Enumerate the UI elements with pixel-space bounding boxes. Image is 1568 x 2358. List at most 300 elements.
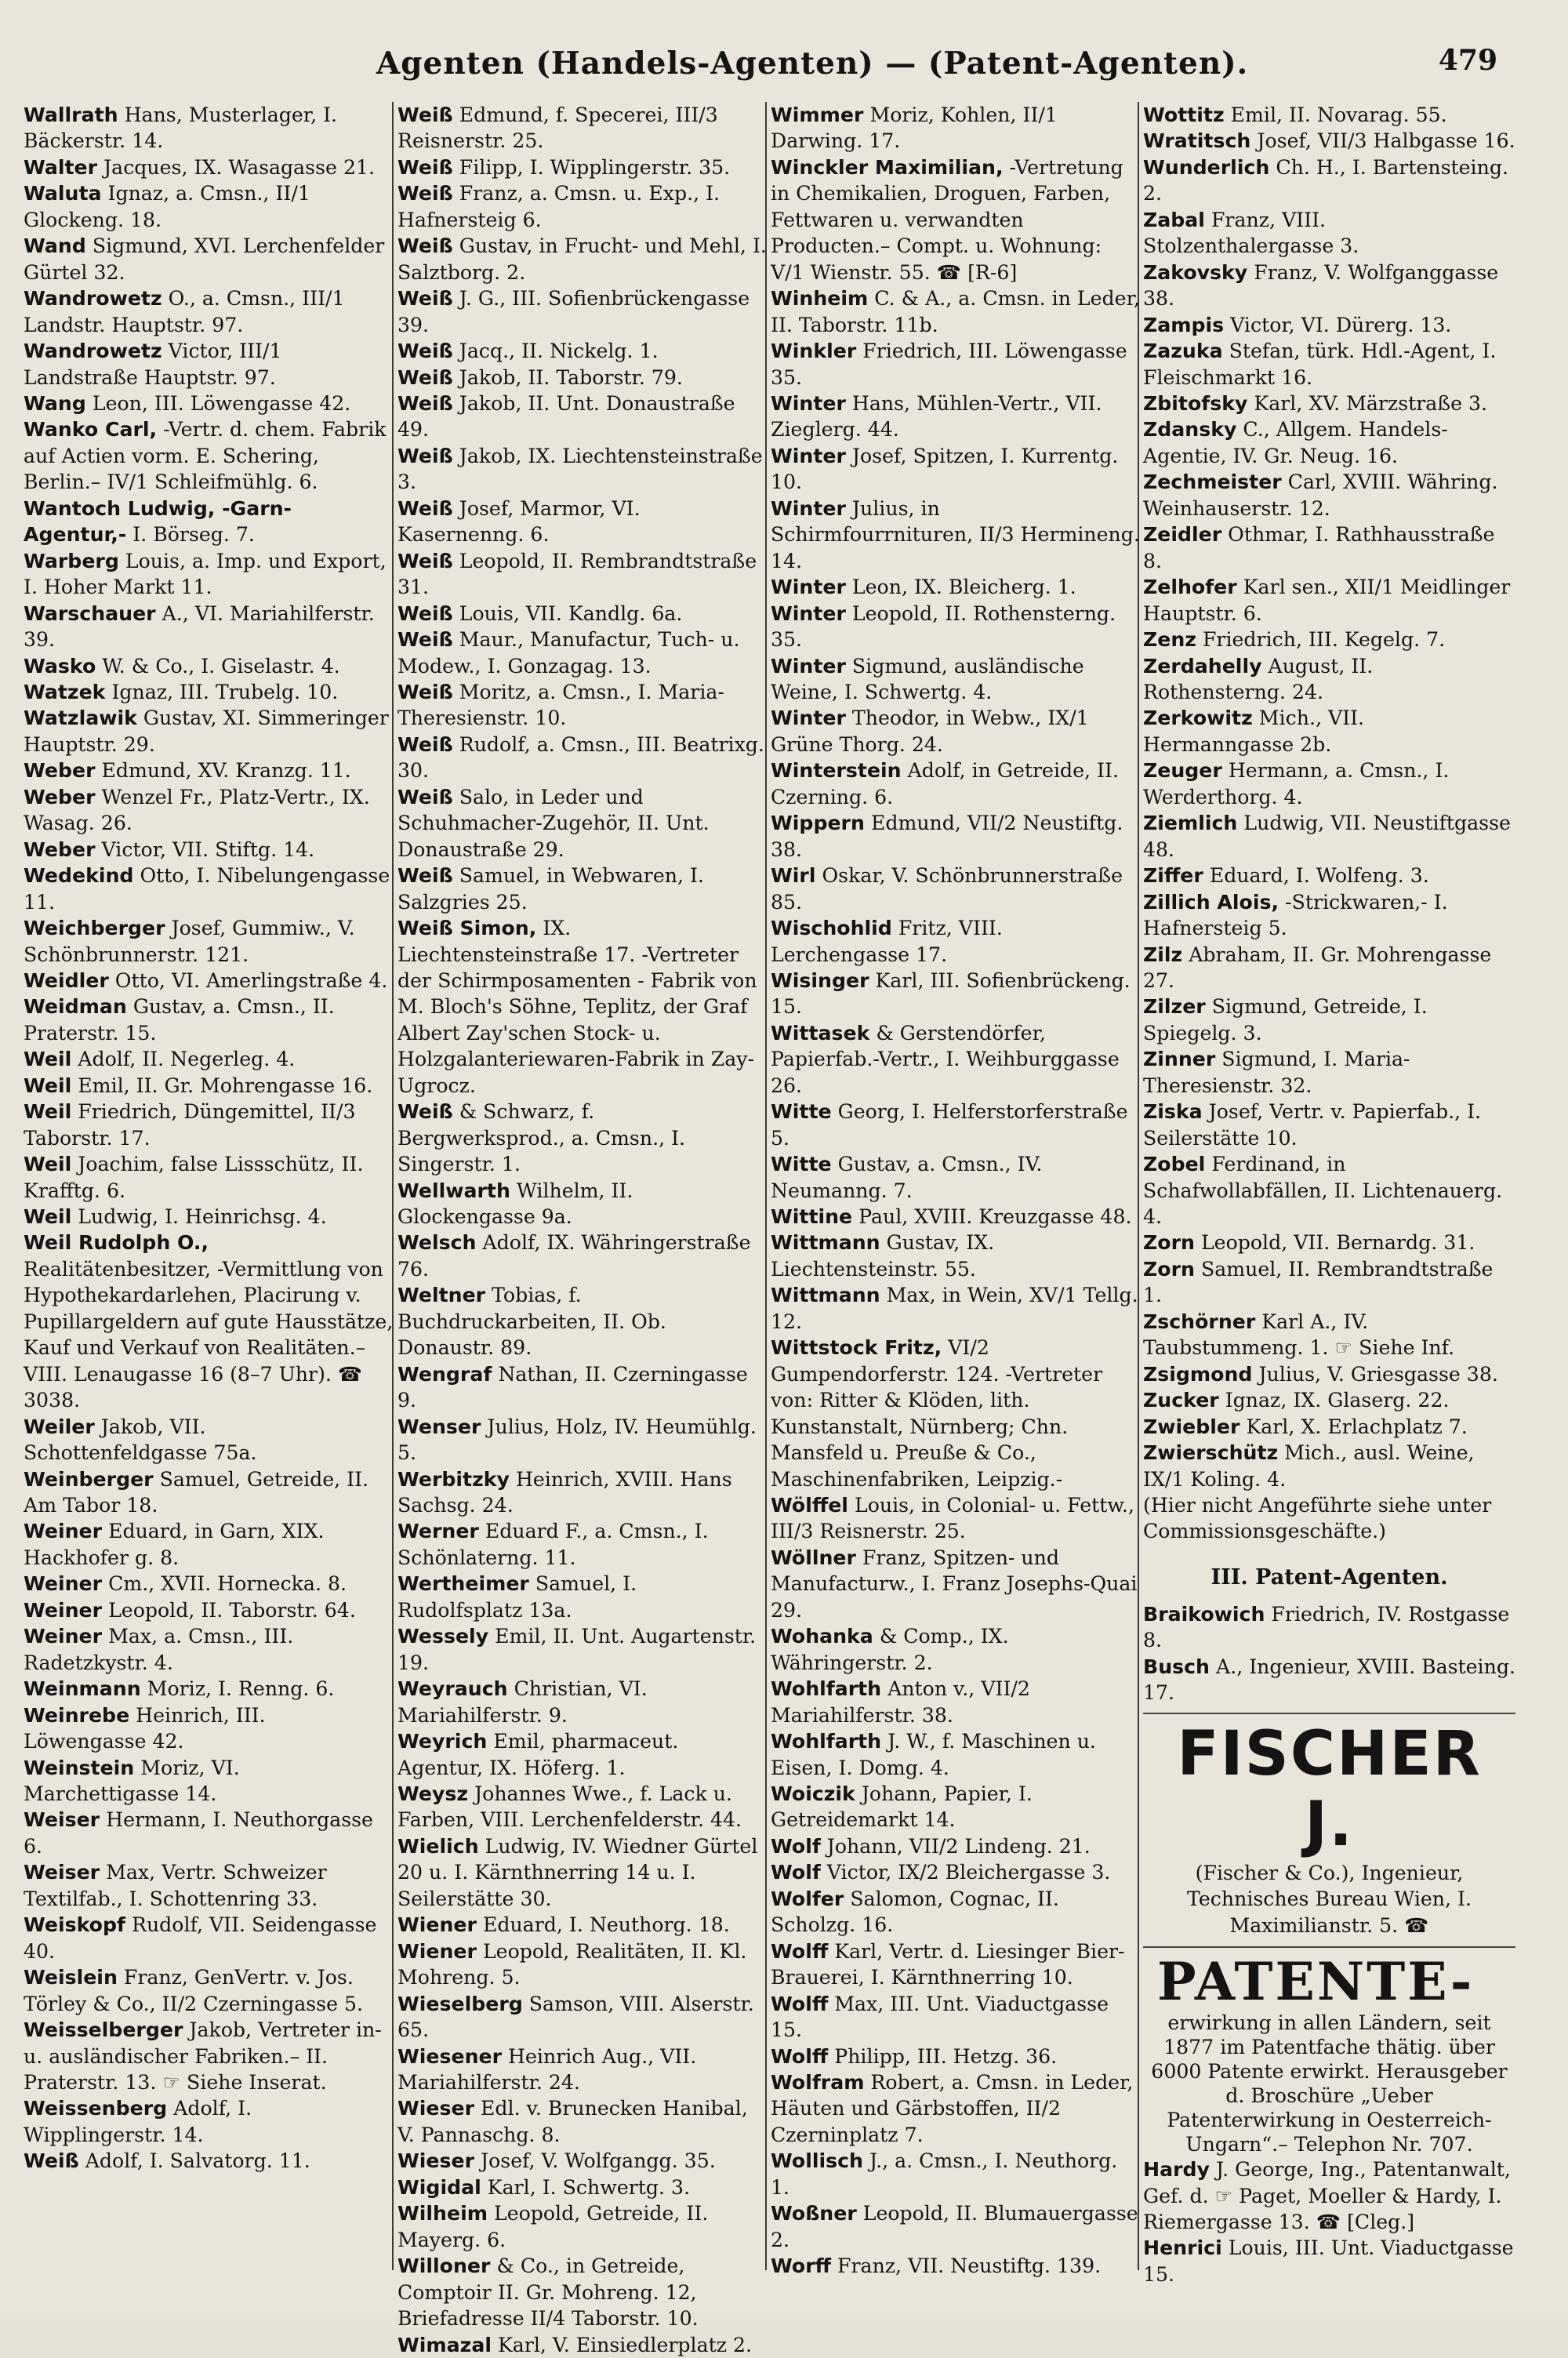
directory-entry [24, 784, 394, 837]
entry-name: Wolfer [771, 1887, 844, 1910]
entry-details: Rudolf, a. Cmsn., III. Beatrixg. 30. [397, 732, 764, 783]
directory-entry [1143, 1414, 1515, 1440]
directory-entry [24, 915, 394, 968]
entry-name: Weiler [24, 1415, 95, 1438]
directory-entry [771, 1230, 1141, 1282]
directory-entry [397, 1728, 768, 1781]
entry-name: Wellwarth [397, 1179, 510, 1202]
directory-entry [1143, 1256, 1515, 1309]
entry-name: Wolff [771, 1939, 829, 1963]
entry-details: Realitätenbesitzer, -Vermittlung von Hypothekardarlehen, Placirung v. Pupillargeldern auf gute Hausstätze, Kauf und Verkauf von Realitäten.– VIII. Lenaugasse 16 (8–7 Uhr). ☎ 3038. [24, 1257, 394, 1412]
directory-entry [1143, 469, 1515, 521]
entry-details: Christian, VI. Mariahilferstr. 9. [397, 1677, 648, 1727]
entry-name: Wengraf [397, 1362, 492, 1386]
directory-entry [1143, 627, 1515, 652]
entry-details: Victor, IX/2 Bleichergasse 3. [826, 1861, 1111, 1884]
entry-name: Weidler [24, 968, 109, 992]
entry-details: Gustav, a. Cmsn., II. Praterstr. 15. [24, 995, 335, 1045]
directory-entry [24, 1073, 394, 1099]
directory-entry [24, 1204, 394, 1230]
entry-name: Winter [771, 707, 846, 730]
column-4-entries [1143, 102, 1515, 1492]
directory-entry [1143, 207, 1515, 260]
directory-entry [24, 837, 394, 863]
entry-details: Karl, I. Schwertg. 3. [487, 2175, 691, 2199]
directory-entry [24, 1755, 394, 1808]
entry-details: Johann, VII/2 Lindeng. 21. [826, 1834, 1091, 1858]
directory-entry [397, 443, 768, 496]
entry-name: Weinmann [24, 1677, 141, 1701]
entry-name: Weiß [397, 785, 453, 808]
entry-details: Hermann, I. Neuthorgasse 6. [24, 1808, 373, 1858]
entry-name: Wisinger [771, 968, 869, 992]
entry-name: Wantoch Ludwig, -Garn-Agentur,- [24, 496, 292, 547]
directory-entry [397, 1282, 768, 1361]
entry-details: Hans, Musterlager, I. Bäckerstr. 14. [24, 104, 338, 153]
entry-details: Eduard F., a. Cmsn., I. Schönlaterng. 11. [397, 1520, 709, 1569]
entry-details: Adolf, I. Salvatorg. 11. [85, 2149, 310, 2173]
directory-entry [24, 863, 394, 915]
entry-details: Joachim, false Lissschütz, II. Krafftg. 6. [24, 1153, 364, 1202]
entry-details: Maur., Manufactur, Tuch- u. Modew., I. Gonzagag. 13. [397, 628, 740, 678]
entry-details: O., a. Cmsn., III/1 Landstr. Hauptstr. 97. [24, 287, 345, 336]
directory-entry [24, 1414, 394, 1466]
directory-entry [771, 863, 1141, 915]
directory-entry [397, 732, 768, 784]
entry-details: Karl A., IV. Taubstummeng. 1. ☞ Siehe Inf. [1143, 1310, 1455, 1360]
entry-name: Zillich Alois, [1143, 890, 1279, 914]
column-2 [397, 102, 768, 2358]
entry-details: Emil, pharmaceut. Agentur, IX. Höferg. 1. [397, 1730, 679, 1779]
directory-entry [771, 443, 1141, 496]
directory-entry [24, 233, 394, 285]
entry-name: Winkler [771, 340, 857, 363]
entry-details: -Strickwaren,- I. Hafnersteig 5. [1143, 890, 1448, 940]
section-title-patent-agents: III. Patent-Agenten. [1210, 1564, 1448, 1590]
entry-name: Ziffer [1143, 864, 1203, 888]
entry-name: Winter [771, 654, 846, 678]
entry-details: C. & A., a. Cmsn. in Leder, II. Taborstr. 11b. [771, 287, 1140, 336]
directory-entry [771, 1151, 1141, 1204]
entry-details: Moritz, a. Cmsn., I. Maria-Theresienstr. 10. [397, 680, 724, 730]
entry-name: Wittmann [771, 1231, 880, 1255]
entry-details: A., VI. Mariahilferstr. 39. [24, 601, 375, 652]
entry-details: Jakob, IX. Liechtensteinstraße 3. [397, 444, 763, 494]
entry-details: Louis, in Colonial- u. Fettw., III/3 Reisnerstr. 25. [771, 1494, 1134, 1543]
entry-details: Franz, VIII. Stolzenthalergasse 3. [1143, 208, 1359, 258]
entry-name: Weyrich [397, 1730, 488, 1753]
entry-details: Otto, I. Nibelungengasse 11. [24, 864, 390, 914]
entry-name: Weiner [24, 1625, 103, 1648]
entry-details: Adolf, IX. Währingerstraße 76. [397, 1231, 751, 1281]
directory-entry [1143, 1387, 1515, 1413]
directory-entry [24, 1912, 394, 1964]
entry-name: Hardy [1143, 2158, 1210, 2182]
entry-name: Weiß [24, 2149, 79, 2173]
directory-entry [24, 1151, 394, 1204]
entry-name: Zilzer [1143, 995, 1206, 1019]
entry-name: Zobel [1143, 1153, 1206, 1176]
entry-name: Weiß [397, 391, 453, 415]
entry-details: Ignaz, III. Trubelg. 10. [111, 680, 339, 703]
directory-entry [24, 548, 394, 601]
entry-details: Stefan, türk. Hdl.-Agent, I. Fleischmarkt 16. [1143, 340, 1497, 389]
directory-entry [1143, 102, 1515, 128]
entry-details: Josef, V. Wolfgangg. 35. [481, 2149, 716, 2173]
entry-details: Louis, a. Imp. und Export, I. Hoher Markt 11. [24, 549, 387, 599]
directory-entry [771, 1938, 1141, 1991]
directory-entry [1143, 1654, 1515, 1706]
entry-name: Weber [24, 785, 96, 808]
entry-details: Edl. v. Brunecken Hanibal, V. Pannaschg. 8. [397, 2097, 748, 2146]
entry-name: Wischohlid [771, 917, 892, 940]
entry-name: Weiß [397, 1100, 453, 1124]
directory-entry [24, 1964, 394, 2017]
entry-name: Wallrath [24, 104, 118, 126]
entry-name: Weiß [397, 628, 453, 652]
directory-entry [1143, 1440, 1515, 1492]
directory-entry [397, 915, 768, 1099]
entry-details: Karl sen., XII/1 Meidlinger Hauptstr. 6. [1143, 576, 1511, 625]
advertisement-fischer-body: (Fischer & Co.), Ingenieur, Technisches Bureau Wien, I. Maximilianstr. 5. ☎ [1187, 1861, 1472, 1937]
directory-entry [1143, 889, 1515, 942]
entry-name: Zdansky [1143, 418, 1237, 441]
entry-name: Werner [397, 1520, 479, 1543]
directory-entry [24, 1571, 394, 1597]
entry-name: Weiß [397, 864, 453, 888]
entry-details: Salomon, Cognac, II. Scholzg. 16. [771, 1887, 1059, 1937]
entry-details: Ludwig, IV. Wiedner Gürtel 20 u. I. Kärnthnerring 14 u. I. Seilerstätte 30. [397, 1834, 758, 1910]
directory-entry [1143, 338, 1515, 391]
entry-name: Wohlfarth [771, 1677, 882, 1701]
entry-details: Franz, V. Wolfganggasse 38. [1143, 260, 1499, 311]
entry-details: Ch. H., I. Bartensteing. 2. [1143, 155, 1508, 205]
entry-name: Wottitz [1143, 104, 1225, 126]
directory-entry [397, 1781, 768, 1833]
entry-details: -Vertr. d. chem. Fabrik auf Actien vorm. E. Schering, Berlin.– IV/1 Schleifmühlg. 6. [24, 418, 387, 494]
directory-entry [24, 2095, 394, 2148]
entry-name: Wasko [24, 654, 96, 678]
entry-name: Werbitzky [397, 1467, 510, 1491]
directory-entry [771, 758, 1141, 810]
directory-entry [24, 416, 394, 495]
entry-name: Wessely [397, 1625, 489, 1648]
entry-name: Wimazal [397, 2333, 492, 2356]
entry-name: Wiener [397, 1939, 477, 1963]
directory-entry [771, 102, 1141, 154]
entry-name: Weiser [24, 1808, 100, 1832]
directory-entry [24, 1466, 394, 1519]
directory-entry [397, 365, 768, 391]
directory-entry [397, 679, 768, 732]
entry-name: Winter [771, 601, 846, 625]
entry-name: Wanko Carl, [24, 418, 158, 441]
entry-details: Hermann, a. Cmsn., I. Werderthorg. 4. [1143, 759, 1450, 808]
directory-entry [397, 1230, 768, 1282]
directory-entry [397, 2148, 768, 2174]
directory-entry [397, 784, 768, 863]
entry-details: Leopold, VII. Bernardg. 31. [1200, 1231, 1475, 1255]
directory-entry [24, 338, 394, 391]
directory-entry [397, 233, 768, 285]
entry-name: Wunderlich [1143, 155, 1270, 179]
directory-entry [771, 154, 1141, 285]
entry-name: Zwierschütz [1143, 1441, 1279, 1465]
entry-name: Watzek [24, 680, 106, 703]
entry-details: Philipp, III. Hetzg. 36. [834, 2044, 1058, 2068]
directory-entry [24, 496, 394, 548]
entry-name: Weiß [397, 340, 453, 363]
directory-entry [24, 653, 394, 679]
directory-entry [24, 1230, 394, 1413]
entry-details: Josef, Marmor, VI. Kasernenng. 6. [397, 496, 641, 547]
entry-details: Heinrich, III. Löwengasse 42. [24, 1703, 266, 1753]
entry-details: Abraham, II. Gr. Mohrengasse 27. [1143, 943, 1492, 992]
directory-entry [771, 1781, 1141, 1833]
entry-details: Karl, X. Erlachplatz 7. [1246, 1415, 1468, 1438]
entry-details: Moriz, Kohlen, II/1 Darwing. 17. [771, 104, 1058, 153]
entry-name: Zorn [1143, 1231, 1195, 1255]
entry-details: Samuel, Getreide, II. Am Tabor 18. [24, 1467, 369, 1517]
entry-name: Weiß [397, 287, 453, 311]
directory-entry [397, 154, 768, 180]
directory-entry [771, 2069, 1141, 2148]
directory-entry [771, 1020, 1141, 1099]
directory-entry [397, 1833, 768, 1912]
entry-details: Georg, I. Helferstorferstraße 5. [771, 1100, 1128, 1150]
entry-name: Wolf [771, 1834, 821, 1858]
directory-entry [397, 2253, 768, 2331]
directory-entry [24, 285, 394, 338]
entry-name: Wittasek [771, 1021, 870, 1045]
entry-details: Julius, V. Griesgasse 38. [1258, 1362, 1498, 1386]
entry-name: Weil Rudolph O., [24, 1231, 209, 1255]
entry-details: Adolf, I. Wipplingerstr. 14. [24, 2097, 252, 2146]
directory-entry [771, 1623, 1141, 1676]
directory-entry [771, 705, 1141, 758]
directory-entry [771, 1833, 1141, 1859]
directory-entry [771, 2044, 1141, 2069]
directory-entry [1143, 521, 1515, 574]
directory-entry [397, 1571, 768, 1623]
entry-name: Zenz [1143, 628, 1196, 652]
entry-details: Leopold, Getreide, II. Mayerg. 6. [397, 2202, 709, 2251]
entry-details: Mich., ausl. Weine, IX/1 Koling. 4. [1143, 1441, 1475, 1491]
directory-entry [771, 285, 1141, 338]
entry-name: Wolfram [771, 2070, 865, 2094]
entry-details: Ignaz, a. Cmsn., II/1 Glockeng. 18. [24, 182, 310, 231]
directory-entry [1143, 312, 1515, 338]
directory-entry [397, 1178, 768, 1230]
directory-entry [24, 1518, 394, 1571]
patent-agent-entries-continued [1143, 2156, 1515, 2287]
entry-name: Weiß [397, 680, 453, 703]
entry-name: Willoner [397, 2254, 491, 2278]
directory-entry [1143, 705, 1515, 758]
entry-details: & Co., in Getreide, Comptoir II. Gr. Mohreng. 12, Briefadresse II/4 Taborstr. 10. [397, 2254, 699, 2331]
entry-name: Wiener [397, 1913, 477, 1937]
directory-entry [771, 2148, 1141, 2200]
advertisement-fischer [1143, 1713, 1515, 1938]
entry-name: Zschörner [1143, 1310, 1256, 1333]
directory-entry [397, 548, 768, 601]
entry-details: C., Allgem. Handels-Agentie, IV. Gr. Neug. 16. [1143, 418, 1448, 467]
entry-details: Max, Vertr. Schweizer Textilfab., I. Schottenring 33. [24, 1861, 327, 1910]
entry-name: Walter [24, 155, 98, 179]
entry-name: Wimmer [771, 104, 864, 126]
directory-entry [24, 1623, 394, 1676]
entry-name: Weiß [397, 155, 453, 179]
entry-name: Weinstein [24, 1756, 135, 1779]
entry-details: I. Börseg. 7. [132, 523, 255, 547]
directory-entry [1143, 1601, 1515, 1654]
entry-details: & Schwarz, f. Bergwerksprod., a. Cmsn., I. Singerstr. 1. [397, 1100, 686, 1176]
directory-entry [771, 1859, 1141, 1885]
directory-entry [24, 1676, 394, 1702]
entry-name: Weiß [397, 601, 453, 625]
entry-name: Wedekind [24, 864, 134, 888]
entry-name: Wandrowetz [24, 287, 162, 311]
entry-details: Emil, II. Gr. Mohrengasse 16. [78, 1074, 373, 1097]
entry-details: Edmund, f. Specerei, III/3 Reisnerstr. 25. [397, 104, 718, 153]
entry-name: Wilheim [397, 2202, 488, 2225]
directory-entry [24, 1702, 394, 1755]
entry-details: Adolf, in Getreide, II. Czerning. 6. [771, 759, 1119, 808]
page-number: 479 [1438, 44, 1497, 77]
directory-entry [1143, 260, 1515, 312]
entry-details: Samson, VIII. Alserstr. 65. [397, 1992, 754, 2042]
entry-name: Watzlawik [24, 707, 137, 730]
entry-name: Weisselberger [24, 2018, 183, 2042]
directory-entry [397, 2175, 768, 2200]
directory-entry [24, 758, 394, 783]
entry-details: Mich., VII. Hermanngasse 2b. [1143, 707, 1365, 756]
directory-entry [24, 180, 394, 233]
page-header [0, 39, 1568, 86]
directory-entry [771, 391, 1141, 443]
entry-details: Salo, in Leder und Schuhmacher-Zugehör, II. Unt. Donaustraße 29. [397, 785, 710, 861]
entry-name: Warberg [24, 549, 119, 572]
entry-details: Otto, VI. Amerlingstraße 4. [114, 968, 388, 992]
entry-details: Gustav, a. Cmsn., IV. Neumanng. 7. [771, 1153, 1043, 1202]
entry-details: Josef, Vertr. v. Papierfab., I. Seilerstätte 10. [1143, 1100, 1482, 1150]
entry-details: J. G., III. Sofienbrückengasse 39. [397, 287, 750, 336]
entry-name: Weiß [397, 365, 453, 389]
directory-entry [397, 496, 768, 548]
directory-entry [24, 994, 394, 1046]
entry-name: Weiß Simon, [397, 917, 537, 940]
entry-details: Franz, VII. Neustiftg. 139. [837, 2254, 1102, 2278]
entry-name: Wieser [397, 2149, 474, 2173]
entry-name: Welsch [397, 1231, 477, 1255]
directory-entry [397, 1623, 768, 1676]
entry-name: Weil [24, 1153, 72, 1176]
entry-name: Zwiebler [1143, 1415, 1240, 1438]
entry-name: Zelhofer [1143, 576, 1237, 599]
entry-name: Winter [771, 576, 846, 599]
entry-name: Weinrebe [24, 1703, 130, 1727]
entry-details: Samuel, in Webwaren, I. Salzgries 25. [397, 864, 704, 914]
directory-entry [1143, 758, 1515, 810]
cross-reference-note: (Hier nicht Angeführte siehe unter Commissionsgeschäfte.) [1143, 1494, 1492, 1543]
entry-details: Victor, VII. Stiftg. 14. [101, 837, 315, 861]
column-1 [24, 102, 394, 2175]
entry-name: Wippern [771, 812, 865, 835]
entry-details: Ludwig, I. Heinrichsg. 4. [78, 1205, 327, 1229]
directory-entry [24, 968, 394, 994]
entry-details: Rudolf, VII. Seidengasse 40. [24, 1913, 377, 1963]
entry-name: Weil [24, 1100, 72, 1124]
entry-name: Weinberger [24, 1467, 154, 1491]
entry-details: Franz, Spitzen- und Manufacturw., I. Franz Josephs-Quai 29. [771, 1546, 1138, 1622]
entry-details: Anton v., VII/2 Mariahilferstr. 38. [771, 1677, 1030, 1727]
entry-name: Wenser [397, 1415, 481, 1438]
entry-details: Hans, Mühlen-Vertr., VII. Zieglerg. 44. [771, 391, 1102, 441]
entry-name: Zerdahelly [1143, 654, 1262, 678]
directory-entry [397, 2200, 768, 2253]
directory-entry [771, 574, 1141, 600]
entry-details: & Gerstendörfer, Papierfab.-Vertr., I. Weihburggasse 26. [771, 1021, 1120, 1097]
entry-details: Filipp, I. Wipplingerstr. 35. [459, 155, 731, 179]
patent-agent-entries [1143, 1601, 1515, 1706]
directory-entry [771, 496, 1141, 574]
entry-name: Wertheimer [397, 1572, 529, 1596]
entry-name: Wratitsch [1143, 129, 1251, 153]
directory-entry [24, 601, 394, 653]
entry-details: Heinrich, XVIII. Hans Sachsg. 24. [397, 1467, 732, 1517]
directory-entry [1143, 653, 1515, 706]
entry-name: Woßner [771, 2202, 857, 2225]
directory-entry [24, 102, 394, 154]
directory-entry [397, 627, 768, 679]
entry-name: Warschauer [24, 601, 156, 625]
entry-name: Wolf [771, 1861, 821, 1884]
directory-entry [1143, 128, 1515, 154]
entry-name: Weil [24, 1074, 72, 1097]
entry-details: Jacq., II. Nickelg. 1. [459, 340, 659, 363]
advertisement-fischer-headline: FISCHER J. [1177, 1718, 1482, 1860]
entry-details: Samuel, I. Rudolfsplatz 13a. [397, 1572, 637, 1622]
entry-name: Weiner [24, 1520, 103, 1543]
directory-entry [397, 1361, 768, 1414]
directory-entry [771, 2200, 1141, 2253]
entry-name: Wielich [397, 1834, 479, 1858]
entry-name: Worff [771, 2254, 832, 2278]
entry-name: Zeidler [1143, 523, 1222, 547]
directory-entry [1143, 1046, 1515, 1099]
directory-entry [1143, 416, 1515, 469]
directory-entry [397, 2332, 768, 2358]
entry-name: Weiß [397, 234, 453, 258]
entry-details: Paul, XVIII. Kreuzgasse 48. [858, 1205, 1132, 1229]
directory-entry [24, 679, 394, 705]
directory-entry [397, 1466, 768, 1519]
entry-details: Tobias, f. Buchdruckarbeiten, II. Ob. Donaustr. 89. [397, 1284, 666, 1360]
advertisement-patente-headline: PATENTE- [1157, 1951, 1475, 2013]
entry-details: IX. Liechtensteinstraße 17. -Vertreter der Schirmposamenten - Fabrik von M. Bloch's Söhne, Teplitz, der Graf Albert Zay'schen Stock- u. Holzgalanteriewaren-Fabrik in Zay-Ugrocz. [397, 917, 757, 1097]
entry-details: Ludwig, VII. Neustiftgasse 48. [1143, 812, 1511, 861]
directory-entry [397, 1912, 768, 1938]
entry-details: Gustav, XI. Simmeringer Hauptstr. 29. [24, 707, 389, 756]
entry-name: Wittine [771, 1205, 853, 1229]
entry-details: Leopold, II. Rembrandtstraße 31. [397, 549, 757, 599]
entry-name: Zbitofsky [1143, 391, 1248, 415]
entry-name: Wiesener [397, 2044, 503, 2068]
entry-details: August, II. Rothensterng. 24. [1143, 654, 1374, 703]
directory-entry [397, 1414, 768, 1466]
entry-name: Zabal [1143, 208, 1205, 231]
entry-details: Leon, IX. Bleicherg. 1. [851, 576, 1076, 599]
